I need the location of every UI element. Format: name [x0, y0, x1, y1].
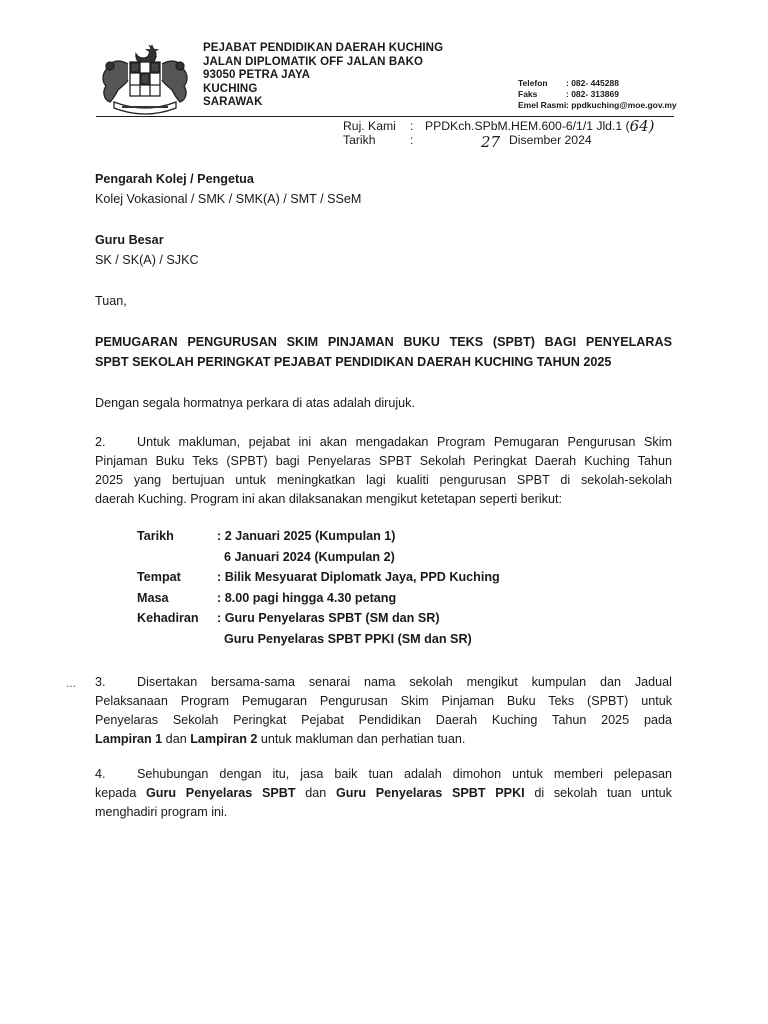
text-run: untuk makluman dan perhatian tuan.: [257, 732, 466, 746]
paragraph-line: Penyelaras Sekolah Peringkat Pejabat Pendidikan Daerah Kuching Tahun 2025 pada: [95, 713, 672, 727]
ref-separator: :: [410, 119, 414, 133]
office-address: [203, 42, 443, 110]
schedule-label: Tempat: [137, 570, 181, 585]
margin-dots: ...: [66, 676, 77, 690]
schedule-row: [137, 567, 500, 588]
date-separator: :: [410, 132, 414, 147]
schedule-row: [137, 608, 500, 629]
schedule-value: 6 Januari 2024 (Kumpulan 2): [217, 549, 395, 564]
schedule-row: [137, 629, 500, 650]
paragraph-line: daerah Kuching. Program ini akan dilaksanakan mengikut ketetapan seperti berikut:: [95, 492, 562, 506]
paragraph-line: [95, 730, 672, 749]
text-run: dan: [162, 732, 191, 746]
recipient-title: Guru Besar: [95, 233, 164, 247]
reference-number: [343, 117, 655, 135]
schedule-value: Guru Penyelaras SPBT PPKI (SM dan SR): [217, 631, 472, 646]
schedule-table: [137, 526, 500, 650]
schedule-row: [137, 547, 500, 568]
text-run: kepada: [95, 786, 147, 800]
paragraph-line: [95, 784, 672, 803]
office-city: KUCHING: [203, 82, 258, 95]
paragraph-1: Dengan segala hormatnya perkara di atas adalah dirujuk.: [95, 396, 415, 410]
contact-block: [518, 78, 677, 111]
subject-line: PEMUGARAN PENGURUSAN SKIM PINJAMAN BUKU TEKS (SPBT) BAGI PENYELARAS: [95, 335, 672, 349]
paragraph-line: 2025 yang bertujuan untuk meningkatkan lagi kualiti pengurusan SPBT di sekolah-sekolah: [95, 473, 672, 487]
attachment-1: Lampiran 1: [95, 732, 163, 746]
text-run: dan: [295, 786, 336, 800]
schedule-label: Masa: [137, 590, 169, 605]
ref-value: PPDKch.SPbM.HEM.600-6/1/1 Jld.1 (: [425, 119, 630, 133]
paragraph-line: menghadiri program ini.: [95, 805, 228, 819]
office-postcode: 93050 PETRA JAYA: [203, 69, 311, 82]
paragraph-text: Sehubungan dengan itu, jasa baik tuan adalah dimohon untuk memberi pelepasan: [137, 767, 672, 781]
bold-run: Guru Penyelaras SPBT PPKI: [336, 786, 525, 800]
contact-label: Telefon: [518, 78, 548, 88]
malaysia-coat-of-arms-icon: [96, 40, 194, 118]
schedule-row: [137, 588, 500, 609]
paragraph-text: Untuk makluman, pejabat ini akan mengadakan Program Pemugaran Pengurusan Skim: [137, 435, 672, 449]
paragraph-number: 4.: [95, 767, 106, 781]
recipient-detail: Kolej Vokasional / SMK / SMK(A) / SMT / SSeM: [95, 192, 362, 206]
office-street: JALAN DIPLOMATIK OFF JALAN BAKO: [203, 55, 424, 68]
contact-value: : 082- 313869: [566, 89, 619, 99]
schedule-label: Kehadiran: [137, 611, 199, 626]
paragraph-line: Pinjaman Buku Teks (SPBT) bagi Penyelaras SPBT Sekolah Peringkat Daerah Kuching Tahun: [95, 454, 672, 468]
paragraph-line: Pelaksanaan Program Pemugaran Pengurusan Skim Pinjaman Buku Teks (SPBT) untuk: [95, 694, 672, 708]
paragraph-text: Disertakan bersama-sama senarai nama sekolah mengikut kumpulan dan Jadual: [137, 675, 672, 689]
schedule-label: Tarikh: [137, 529, 174, 543]
text-run: di sekolah tuan untuk: [524, 786, 672, 800]
subject: [95, 332, 672, 372]
contact-phone: [518, 78, 677, 89]
recipient-detail: SK / SK(A) / SJKC: [95, 253, 199, 267]
date-handwritten-day: 27: [481, 132, 501, 151]
paragraph-line: [95, 765, 672, 784]
contact-email: [518, 100, 677, 111]
paragraph-3: [95, 673, 672, 749]
schedule-row: [137, 526, 500, 547]
contact-fax: [518, 89, 677, 100]
schedule-value: : 8.00 pagi hingga 4.30 petang: [217, 590, 397, 605]
contact-value: : ppdkuching@moe.gov.my: [566, 100, 677, 110]
schedule-label: [137, 547, 217, 568]
contact-label: Faks: [518, 89, 538, 99]
letterhead-divider: [96, 116, 674, 117]
office-state: SARAWAK: [203, 96, 263, 109]
paragraph-line: [95, 673, 672, 692]
paragraph-line: [95, 433, 672, 452]
ref-handwritten-number: 64): [629, 117, 655, 135]
schedule-value: : Guru Penyelaras SPBT (SM dan SR): [217, 611, 440, 626]
ref-label: Ruj. Kami: [343, 119, 396, 133]
date-label: Tarikh: [343, 132, 376, 147]
schedule-value: : 2 Januari 2025 (Kumpulan 1): [217, 529, 396, 543]
date-value: Disember 2024: [509, 132, 592, 147]
schedule-value: : Bilik Mesyuarat Diplomatk Jaya, PPD Kuching: [217, 570, 500, 585]
reference-date: [343, 134, 655, 150]
recipient-title: Pengarah Kolej / Pengetua: [95, 172, 254, 186]
attachment-2: Lampiran 2: [190, 732, 258, 746]
contact-value: : 082- 445288: [566, 78, 619, 88]
contact-label: Emel Rasmi: [518, 100, 567, 110]
paragraph-number: 3.: [95, 675, 106, 689]
paragraph-4: [95, 765, 672, 822]
bold-run: Guru Penyelaras SPBT: [146, 786, 296, 800]
subject-line: SPBT SEKOLAH PERINGKAT PEJABAT PENDIDIKAN DAERAH KUCHING TAHUN 2025: [95, 355, 612, 369]
reference-block: [343, 117, 655, 151]
salutation: Tuan,: [95, 294, 127, 308]
schedule-label: [137, 629, 217, 650]
office-name: PEJABAT PENDIDIKAN DAERAH KUCHING: [203, 42, 444, 54]
paragraph-2: [95, 433, 672, 509]
paragraph-number: 2.: [95, 435, 106, 449]
